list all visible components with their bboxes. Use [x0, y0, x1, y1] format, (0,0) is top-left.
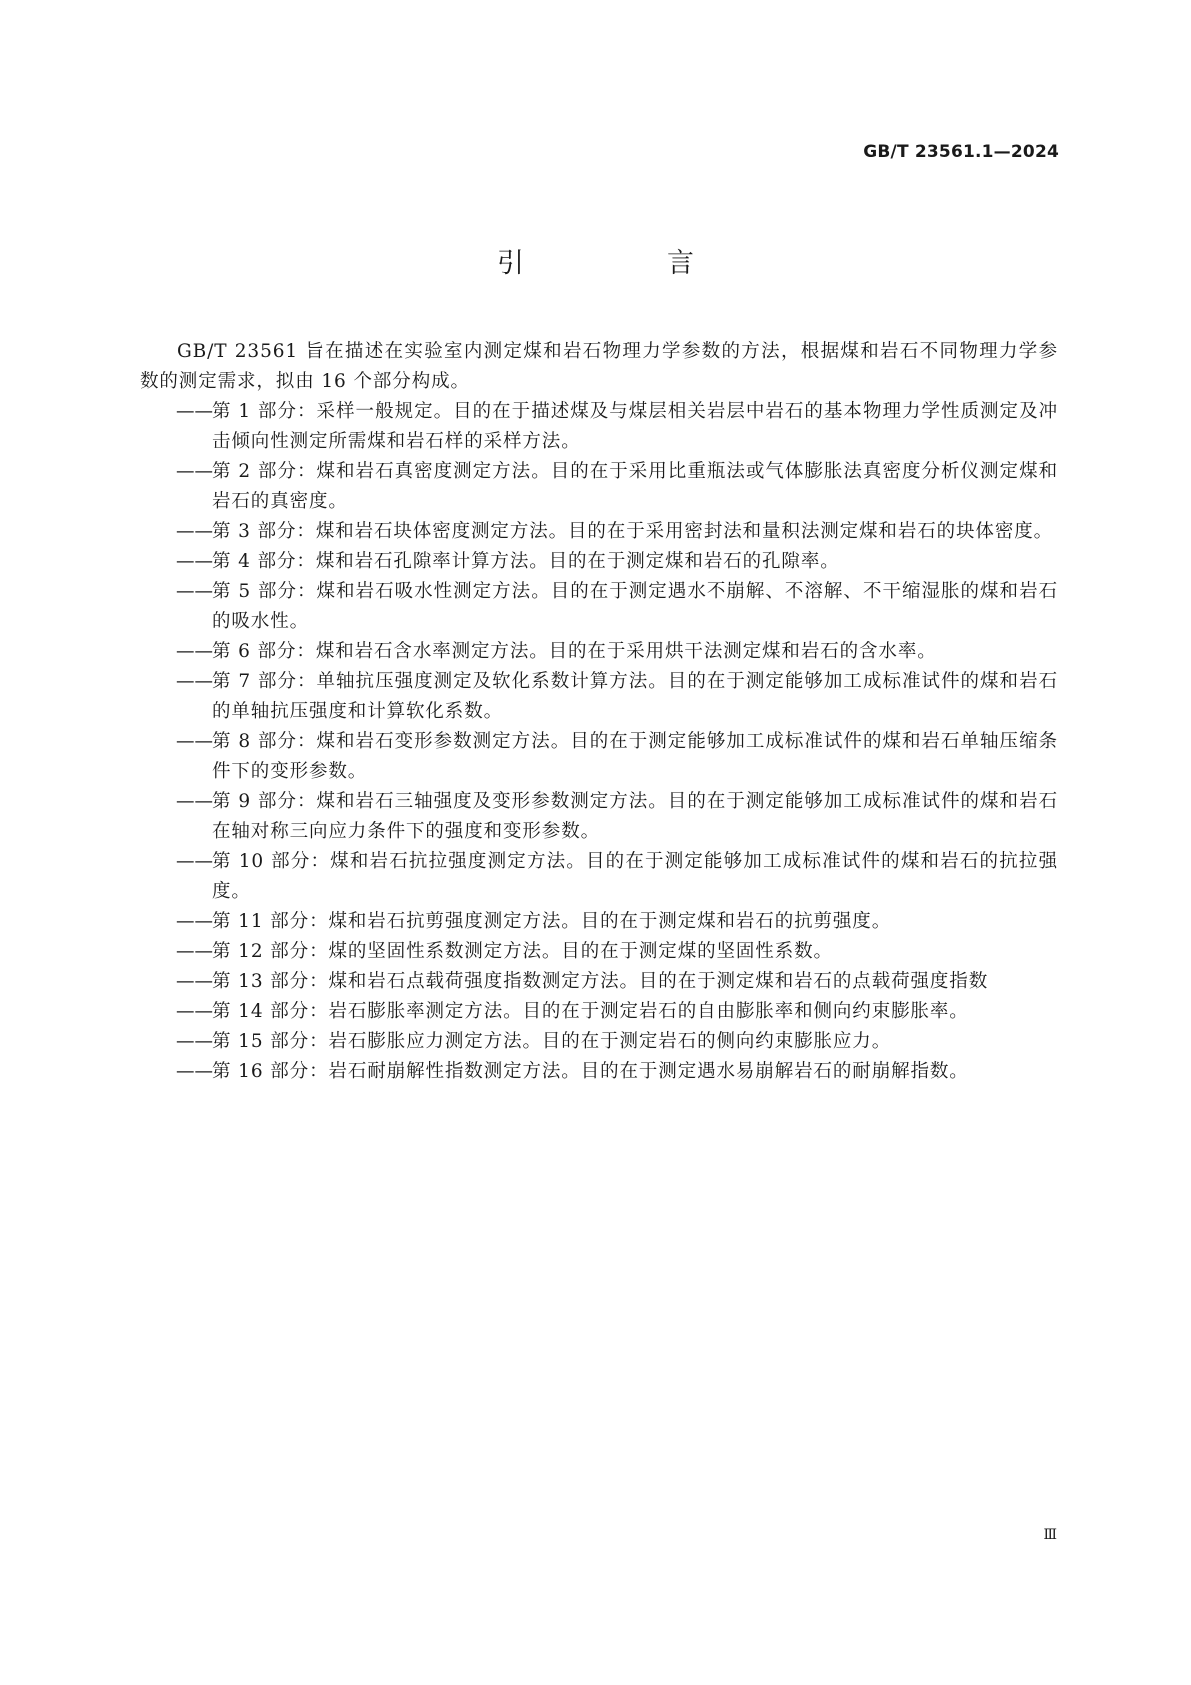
list-item [140, 787, 1058, 847]
list-item [140, 847, 1058, 907]
dash-marker: —— [176, 731, 213, 752]
dash-marker: —— [176, 1001, 213, 1022]
list-item [140, 727, 1058, 787]
parts-list [140, 397, 1058, 1087]
list-item-text: 第 7 部分：单轴抗压强度测定及软化系数计算方法。目的在于测定能够加工成标准试件的煤和岩石的单轴抗压强度和计算软化系数。 [212, 671, 1058, 722]
list-item-text: 第 3 部分：煤和岩石块体密度测定方法。目的在于采用密封法和量积法测定煤和岩石的块体密度。 [212, 521, 1054, 542]
intro-paragraph: GB/T 23561 旨在描述在实验室内测定煤和岩石物理力学参数的方法，根据煤和岩石不同物理力学参数的测定需求，拟由 16 个部分构成。 [140, 341, 1058, 392]
dash-marker: —— [176, 641, 213, 662]
list-item-text: 第 4 部分：煤和岩石孔隙率计算方法。目的在于测定煤和岩石的孔隙率。 [212, 551, 840, 572]
list-item [140, 517, 1058, 547]
list-item-text: 第 16 部分：岩石耐崩解性指数测定方法。目的在于测定遇水易崩解岩石的耐崩解指数。 [212, 1061, 969, 1082]
dash-marker: —— [176, 1061, 213, 1082]
document-body [140, 337, 1058, 1087]
page-title: 引 言 [497, 248, 752, 279]
dash-marker: —— [176, 551, 213, 572]
dash-marker: —— [176, 971, 213, 992]
list-item [140, 457, 1058, 517]
dash-marker: —— [176, 911, 213, 932]
list-item-text: 第 13 部分：煤和岩石点载荷强度指数测定方法。目的在于测定煤和岩石的点载荷强度指数 [212, 971, 989, 992]
list-item-text: 第 14 部分：岩石膨胀率测定方法。目的在于测定岩石的自由膨胀率和侧向约束膨胀率。 [212, 1001, 969, 1022]
list-item-text: 第 2 部分：煤和岩石真密度测定方法。目的在于采用比重瓶法或气体膨胀法真密度分析仪测定煤和岩石的真密度。 [212, 461, 1058, 512]
list-item-text: 第 9 部分：煤和岩石三轴强度及变形参数测定方法。目的在于测定能够加工成标准试件的煤和岩石在轴对称三向应力条件下的强度和变形参数。 [212, 791, 1058, 842]
dash-marker: —— [176, 941, 213, 962]
list-item [140, 907, 1058, 937]
list-item-text: 第 6 部分：煤和岩石含水率测定方法。目的在于采用烘干法测定煤和岩石的含水率。 [212, 641, 937, 662]
list-item [140, 997, 1058, 1027]
list-item-text: 第 10 部分：煤和岩石抗拉强度测定方法。目的在于测定能够加工成标准试件的煤和岩石的抗拉强度。 [212, 851, 1058, 902]
dash-marker: —— [176, 671, 213, 692]
dash-marker: —— [176, 851, 213, 872]
list-item [140, 397, 1058, 457]
list-item-text: 第 11 部分：煤和岩石抗剪强度测定方法。目的在于测定煤和岩石的抗剪强度。 [212, 911, 892, 932]
list-item [140, 967, 1058, 997]
list-item-text: 第 8 部分：煤和岩石变形参数测定方法。目的在于测定能够加工成标准试件的煤和岩石单轴压缩条件下的变形参数。 [212, 731, 1058, 782]
list-item-text: 第 5 部分：煤和岩石吸水性测定方法。目的在于测定遇水不崩解、不溶解、不干缩湿胀的煤和岩石的吸水性。 [212, 581, 1058, 632]
list-item [140, 937, 1058, 967]
list-item-text: 第 12 部分：煤的坚固性系数测定方法。目的在于测定煤的坚固性系数。 [212, 941, 833, 962]
dash-marker: —— [176, 401, 213, 422]
list-item [140, 1057, 1058, 1087]
list-item [140, 547, 1058, 577]
list-item-text: 第 15 部分：岩石膨胀应力测定方法。目的在于测定岩石的侧向约束膨胀应力。 [212, 1031, 892, 1052]
dash-marker: —— [176, 1031, 213, 1052]
list-item-text: 第 1 部分：采样一般规定。目的在于描述煤及与煤层相关岩层中岩石的基本物理力学性质测定及冲击倾向性测定所需煤和岩石样的采样方法。 [212, 401, 1058, 452]
dash-marker: —— [176, 461, 213, 482]
page-number: Ⅲ [1043, 1527, 1057, 1543]
list-item [140, 1027, 1058, 1057]
dash-marker: —— [176, 581, 213, 602]
dash-marker: —— [176, 521, 213, 542]
standard-number: GB/T 23561.1—2024 [863, 142, 1059, 162]
list-item [140, 577, 1058, 637]
dash-marker: —— [176, 791, 213, 812]
list-item [140, 637, 1058, 667]
list-item [140, 667, 1058, 727]
